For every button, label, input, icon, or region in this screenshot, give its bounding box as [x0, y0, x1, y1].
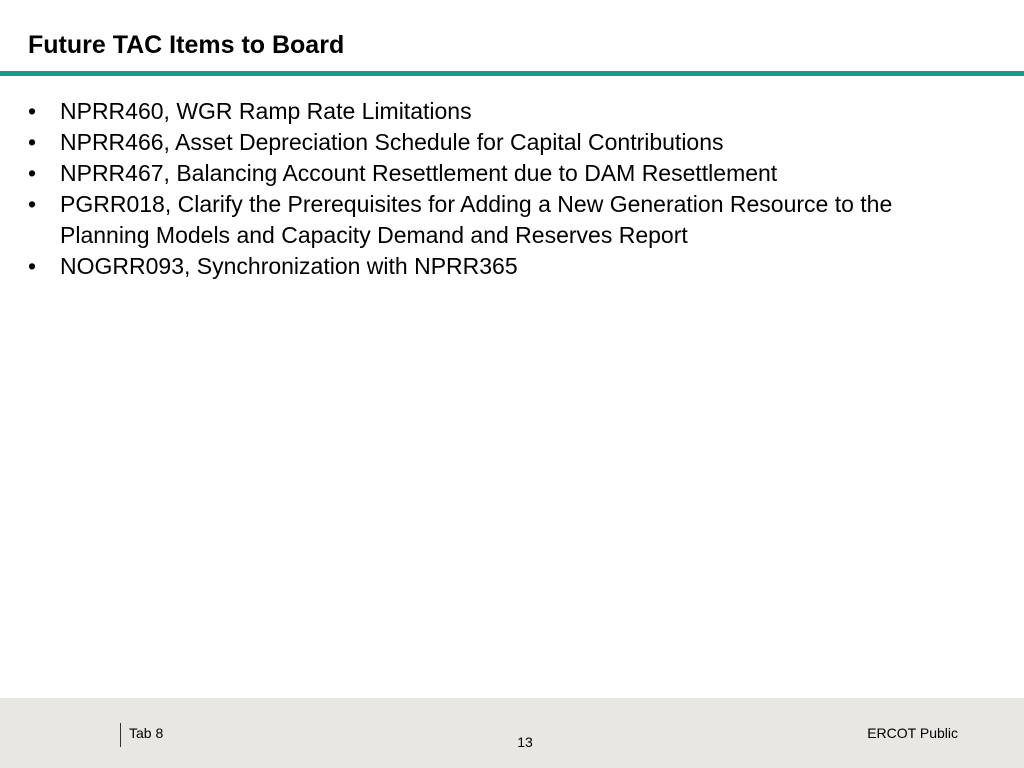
- bullet-list: [28, 96, 988, 282]
- list-item: [28, 96, 988, 127]
- list-item: [28, 127, 988, 158]
- list-item: [28, 251, 988, 282]
- bullet-text: NPRR460, WGR Ramp Rate Limitations: [60, 98, 472, 124]
- bullet-marker: •: [28, 253, 37, 279]
- footer-classification: ERCOT Public: [867, 725, 958, 741]
- slide-title: Future TAC Items to Board: [28, 31, 345, 59]
- footer-divider: [120, 723, 121, 747]
- page-number: 13: [517, 734, 533, 750]
- bullet-text: NPRR466, Asset Depreciation Schedule for Capital Contributions: [60, 129, 724, 155]
- list-item: [28, 158, 988, 189]
- bullet-marker: •: [28, 191, 37, 217]
- slide-footer: [0, 698, 1024, 768]
- footer-tab-label: Tab 8: [129, 725, 164, 741]
- bullet-marker: •: [28, 98, 37, 124]
- bullet-marker: •: [28, 160, 37, 186]
- bullet-text: PGRR018, Clarify the Prerequisites for Adding a New Generation Resource to the Planning Models and Capacity Demand and Reserves Report: [60, 191, 893, 248]
- bullet-text: NPRR467, Balancing Account Resettlement due to DAM Resettlement: [60, 160, 778, 186]
- bullet-text: NOGRR093, Synchronization with NPRR365: [60, 253, 518, 279]
- bullet-marker: •: [28, 129, 37, 155]
- list-item: [28, 189, 988, 251]
- title-divider: [0, 71, 1024, 76]
